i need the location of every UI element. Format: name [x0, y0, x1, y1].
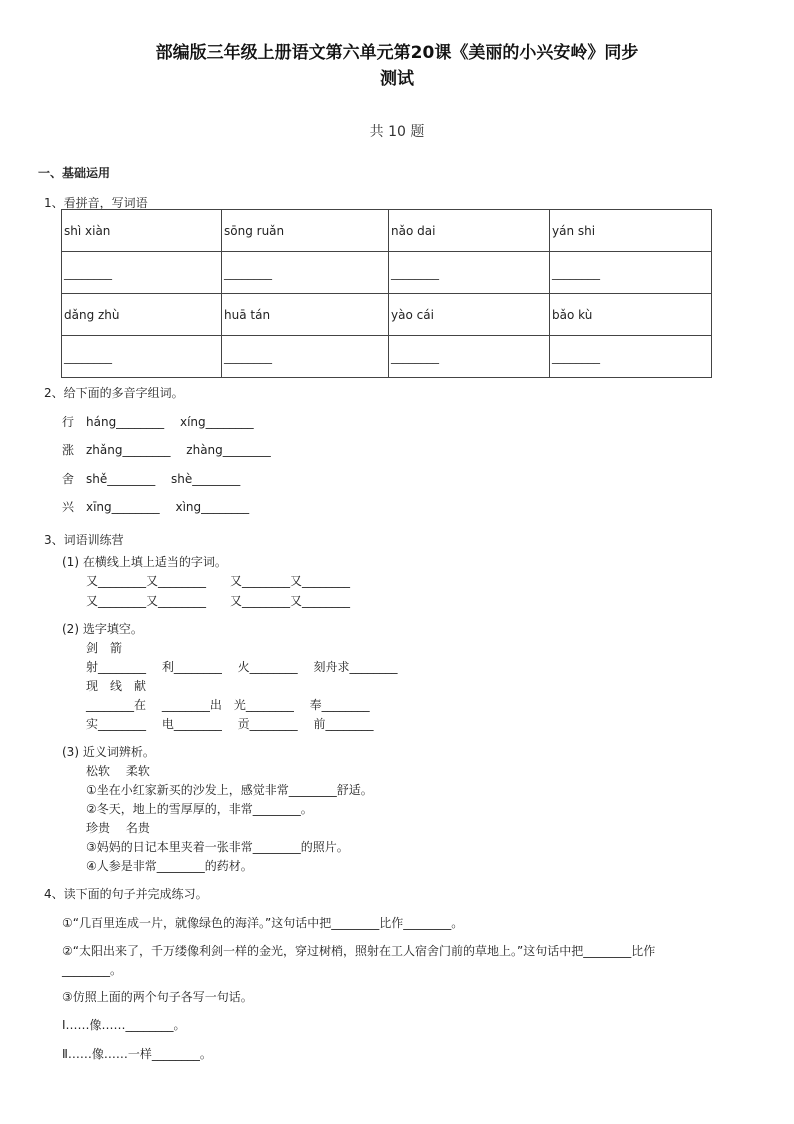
pinyin-table: [61, 209, 712, 378]
fill-line: 实________ 电________ 贡________ 前________: [86, 717, 374, 731]
answer-blank[interactable]: ________: [62, 336, 222, 378]
q4-label: 4、读下面的句子并完成练习。: [44, 887, 208, 901]
answer-blank[interactable]: ________: [389, 336, 550, 378]
pinyin-cell: huā tán: [222, 294, 389, 336]
q3-part2-label: (2) 选字填空。: [62, 622, 143, 636]
answer-blank[interactable]: ________: [550, 336, 712, 378]
sentence: ④人参是非常________的药材。: [86, 859, 253, 873]
q3-part3-label: (3) 近义词辨析。: [62, 745, 155, 759]
pinyin-cell: yào cái: [389, 294, 550, 336]
q3-part1-label: (1) 在横线上填上适当的字词。: [62, 555, 227, 569]
q2-label: 2、给下面的多音字组词。: [44, 386, 184, 400]
answer-blank[interactable]: ________: [62, 252, 222, 294]
sentence: Ⅰ……像……________。: [62, 1018, 186, 1032]
answer-blank[interactable]: ________: [389, 252, 550, 294]
sentence: Ⅱ……像……一样________。: [62, 1047, 212, 1061]
pinyin-cell: shì xiàn: [62, 210, 222, 252]
answer-blank[interactable]: ________: [550, 252, 712, 294]
polyphone-line: 行 háng________ xíng________: [62, 415, 254, 429]
synonym-words: 松软 柔软: [86, 764, 150, 778]
answer-blank[interactable]: ________: [222, 336, 389, 378]
pinyin-cell: bǎo kù: [550, 294, 712, 336]
sentence: ②“太阳出来了，千万缕像利剑一样的金光，穿过树梢，照射在工人宿舍门前的草地上。”这句话中把________比作: [62, 944, 656, 958]
polyphone-line: 兴 xīng________ xìng________: [62, 500, 250, 514]
pinyin-cell: yán shi: [550, 210, 712, 252]
page-title-line2: 测试: [380, 69, 414, 89]
fill-line: 又________又________ 又________又________: [86, 574, 351, 588]
char-options: 现 线 献: [86, 679, 147, 693]
answer-blank[interactable]: ________: [222, 252, 389, 294]
pinyin-cell: sōng ruǎn: [222, 210, 389, 252]
fill-line: 又________又________ 又________又________: [86, 594, 351, 608]
sentence: ①坐在小红家新买的沙发上，感觉非常________舒适。: [86, 783, 373, 797]
sentence: ①“几百里连成一片，就像绿色的海洋。”这句话中把________比作________。: [62, 916, 464, 930]
sentence: ________。: [62, 963, 123, 977]
sentence: ③妈妈的日记本里夹着一张非常________的照片。: [86, 840, 349, 854]
polyphone-line: 涨 zhǎng________ zhàng________: [62, 443, 271, 457]
fill-line: ________在 ________出 光________ 奉________: [86, 698, 370, 712]
pinyin-cell: dǎng zhù: [62, 294, 222, 336]
q3-label: 3、词语训练营: [44, 533, 124, 547]
page-title-line1: 部编版三年级上册语文第六单元第20课《美丽的小兴安岭》同步: [155, 43, 639, 63]
section-heading: 一、基础运用: [38, 166, 111, 180]
pinyin-cell: nǎo dai: [389, 210, 550, 252]
char-options: 剑 箭: [86, 641, 123, 655]
sentence: ②冬天，地上的雪厚厚的，非常________。: [86, 802, 313, 816]
sentence: ③仿照上面的两个句子各写一句话。: [62, 990, 253, 1004]
question-count: 共 10 题: [369, 124, 425, 140]
synonym-words: 珍贵 名贵: [86, 821, 150, 835]
polyphone-line: 舍 shě________ shè________: [62, 472, 241, 486]
fill-line: 射________ 利________ 火________ 刻舟求________: [86, 660, 398, 674]
q1-label: 1、看拼音，写词语: [44, 196, 148, 210]
